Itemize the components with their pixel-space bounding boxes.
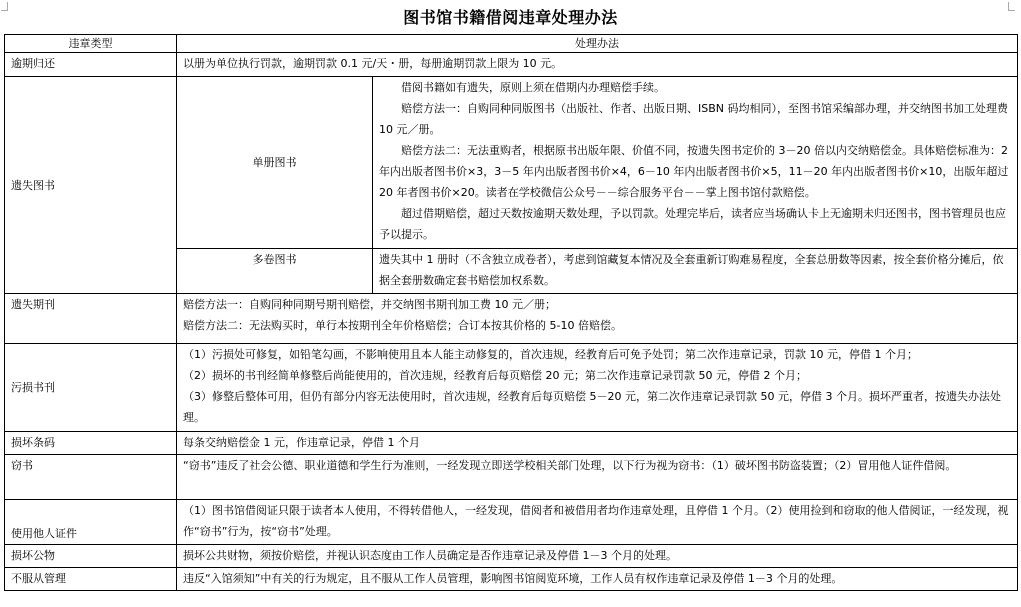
method-cell: （1）图书馆借阅证只限于读者本人使用，不得转借他人，一经发现，借阅者和被借用者均作违章处理，且停借 1 个月。（2）使用捡到和窃取的他人借阅证，一经发现，视作“窃书”行为，按“窃书”处理。 xyxy=(177,500,1018,545)
header-handling-method: 处理办法 xyxy=(177,35,1018,53)
paragraph: 借阅书籍如有遗失，原则上须在借期内办理赔偿手续。 xyxy=(401,81,665,94)
paragraph: 赔偿方法二：无法购买时，单行本按期刊全年价格赔偿；合订本按其价格的 5-10 倍赔偿。 xyxy=(183,319,622,332)
table-header-row xyxy=(5,35,1018,53)
method-cell: 违反“入馆须知”中有关的行为规定，且不服从工作人员管理，影响图书馆阅览环境，工作人员有权作违章记录及停借 1－3 个月的处理。 xyxy=(177,568,1018,591)
paragraph: 超过借期赔偿，超过天数按逾期天数处理，予以罚款。处理完毕后，读者应当场确认卡上无逾期未归还图书，图书管理员也应予以提示。 xyxy=(379,207,1006,241)
document-title: 图书馆书籍借阅违章处理办法 xyxy=(403,8,618,27)
paragraph: （1）污损处可修复，如铅笔勾画，不影响使用且本人能主动修复的，首次违规，经教育后可免予处罚；第二次作违章记录，罚款 10 元，停借 1 个月； xyxy=(183,348,918,361)
method-cell: 损坏公共财物，须按价赔偿，并视认识态度由工作人员确定是否作违章记录及停借 1－3 个月的处理。 xyxy=(177,545,1018,568)
subtype-cell: 单册图书 xyxy=(177,77,373,249)
type-cell: 遗失期刊 xyxy=(5,294,177,344)
table-row xyxy=(5,568,1018,591)
type-cell: 逾期归还 xyxy=(5,53,177,77)
method-cell: “窃书”违反了社会公德、职业道德和学生行为准则，一经发现立即送学校相关部门处理，以下行为视为窃书：（1）破坏图书防盗装置；（2）冒用他人证件借阅。 xyxy=(177,455,1018,500)
method-cell xyxy=(373,77,1018,249)
type-cell: 使用他人证件 xyxy=(5,500,177,545)
table-row xyxy=(5,53,1018,77)
method-cell xyxy=(177,294,1018,344)
paragraph: 赔偿方法二：无法重购者，根据原书出版年限、价值不同，按遗失图书定价的 3－20 倍以内交纳赔偿金。具体赔偿标准为：2 年内出版者图书价×3，3－5 年内出版者图书价×4，6－10 年内出版者图书价×5，11－20 年内出版者图书价×10，出版年超过 20 年者图书价×20。读者在学校微信公众号－－综合服务平台－－掌上图书馆付款赔偿。 xyxy=(379,144,1009,199)
subtype-cell: 多卷图书 xyxy=(177,249,373,294)
paragraph: （3）修整后整体可用，但仍有部分内容无法使用时，首次违规，经教育后每页赔偿 5－20 元，第二次作违章记录罚款 50 元，停借 3 个月。损坏严重者，按遗失办法处理。 xyxy=(183,390,1001,424)
table-row xyxy=(5,432,1018,455)
type-cell: 损坏条码 xyxy=(5,432,177,455)
type-cell: 污损书刊 xyxy=(5,344,177,432)
paragraph: （2）损坏的书刊经简单修整后尚能使用的，首次违规，经教育后每页赔偿 20 元；第二次作违章记录罚款 50 元，停借 2 个月； xyxy=(183,369,807,382)
header-violation-type: 违章类型 xyxy=(5,35,177,53)
type-cell: 损坏公物 xyxy=(5,545,177,568)
paragraph: 赔偿方法一：自购同种同期号期刊赔偿，并交纳图书期刊加工费 10 元／册； xyxy=(183,298,556,311)
table-row xyxy=(5,455,1018,500)
method-cell: 以册为单位执行罚款，逾期罚款 0.1 元/天・册，每册逾期罚款上限为 10 元。 xyxy=(177,53,1018,77)
method-cell xyxy=(177,344,1018,432)
table-row xyxy=(5,344,1018,432)
table-row xyxy=(5,545,1018,568)
table-row xyxy=(5,77,1018,249)
type-cell: 遗失图书 xyxy=(5,77,177,294)
violation-table xyxy=(4,34,1018,591)
paragraph: 赔偿方法一：自购同种同版图书（出版社、作者、出版日期、ISBN 码均相同），至图书馆采编部办理，并交纳图书加工处理费 10 元／册。 xyxy=(379,102,1008,136)
type-cell: 窃书 xyxy=(5,455,177,500)
type-cell: 不服从管理 xyxy=(5,568,177,591)
table-row xyxy=(5,294,1018,344)
method-cell: 遗失其中 1 册时（不含独立成卷者），考虑到馆藏复本情况及全套重新订购难易程度，全套总册数等因素，按全套价格分摊后，依据全套册数确定套书赔偿加权系数。 xyxy=(373,249,1018,294)
table-row xyxy=(5,500,1018,545)
method-cell: 每条交纳赔偿金 1 元，作违章记录，停借 1 个月 xyxy=(177,432,1018,455)
